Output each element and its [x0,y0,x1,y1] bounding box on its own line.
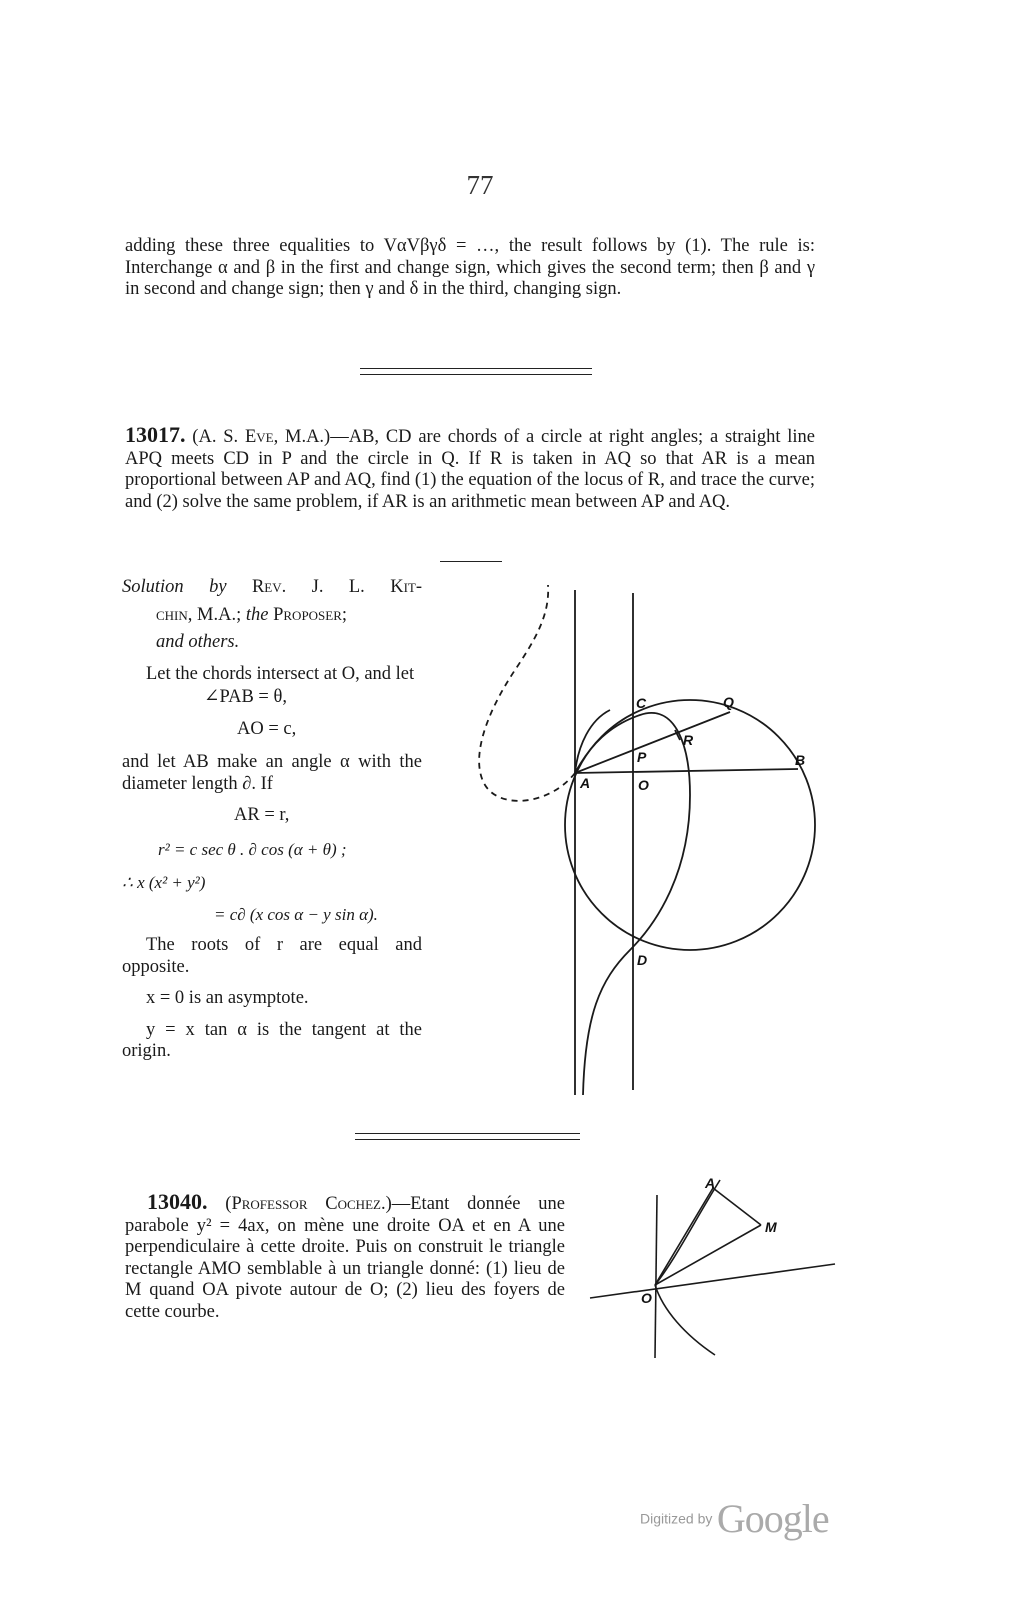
locus-dashed-branch [479,585,575,801]
label-a: A [705,1175,716,1191]
problem-number: 13040. [147,1189,208,1214]
chord-ab [575,769,798,773]
label-o: O [638,777,649,793]
solution-and-others: and others. [156,632,240,652]
figure-circle-locus [440,575,840,1105]
solution-let-ab: and let AB make an angle α with the diameter length ∂. If [122,752,422,794]
equation-therefore: ∴ x (x² + y²) [122,873,206,892]
divider-rule [355,1139,580,1140]
problem-statement: —AB, CD are chords of a circle at right angles; a straight line APQ meets CD in P and the circle in Q. If R is taken in AQ so that AR is a mean proportional between AP and AQ, find (1) the equation of the locus of R, and trace the curve; and (2) solve the same problem, if AR is an arithmetic mean between AP and AQ. [125,427,815,512]
label-q: Q [723,694,734,710]
label-c: C [636,695,647,711]
problem-13017 [125,424,815,513]
divider-rule [360,374,592,375]
solution-by: by [209,577,227,597]
problem-statement: —Etant donnée une parabole y² = 4ax, on mène une droite OA et en A une perpendiculaire à cette droite. Puis on construit le triangle rectangle AMO semblable à un triangle donné: (1) lieu de M quand OA pivote autour de O; (2) lieu des foyers de cette courbe. [125,1194,566,1322]
solution-roots: The roots of r are equal and opposite. [122,935,422,977]
problem-number: 13017. [125,422,186,447]
watermark-logo-text: Google [716,1496,829,1541]
solution-column [122,577,422,1063]
solution-tangent: y = x tan α is the tangent at the origin. [122,1019,422,1061]
label-b: B [795,752,806,768]
problem-author: (Professor Cochez.) [225,1194,392,1214]
label-r: R [683,732,694,748]
line-apq [575,712,730,773]
y-axis [655,1195,657,1358]
problem-author: (A. S. Eve, M.A.) [192,427,331,447]
short-rule [440,561,502,562]
equation-ar: AR = r, [234,805,290,825]
solution-the: the [245,604,269,625]
solution-author-cont: chin, M.A.; [156,604,242,625]
intro-paragraph [125,236,815,301]
label-a: A [580,775,591,791]
label-d: D [637,952,648,968]
watermark-small-text: Digitized by [640,1510,713,1527]
equation-result: = c∂ (x cos α − y sin α). [214,904,378,924]
solution-asymptote: x = 0 is an asymptote. [146,988,309,1008]
label-p: P [637,749,647,765]
parabola-lower [655,1285,715,1355]
label-o: O [641,1290,652,1306]
x-axis [590,1264,835,1298]
watermark [640,1495,829,1542]
problem-13040 [125,1191,565,1323]
page-number: 77 [466,170,494,200]
solution-proposer: Proposer; [273,604,348,625]
label-m: M [765,1219,777,1235]
equation-ao: AO = c, [237,718,297,739]
intro-text: adding these three equalities to VαVβγδ = …, the result follows by (1). The rule is: Interchange α and β in the first and change sign, which gives the second term; then β and γ in second and change sign; then γ and δ in the third, changing sign. [125,236,815,299]
line-am [713,1188,761,1225]
figure-parabola [585,1170,845,1365]
solution-heading: Solution [122,577,184,597]
equation-angle: ∠PAB = θ, [204,687,287,707]
equation-r-squared: r² = c sec θ . ∂ cos (α + θ) ; [158,839,347,859]
solution-let-chords: Let the chords intersect at O, and let [146,663,415,684]
solution-author: Rev. J. L. Kit- [251,577,422,597]
line-oa [655,1188,713,1285]
divider-rule [360,368,592,369]
divider-rule [355,1133,580,1134]
